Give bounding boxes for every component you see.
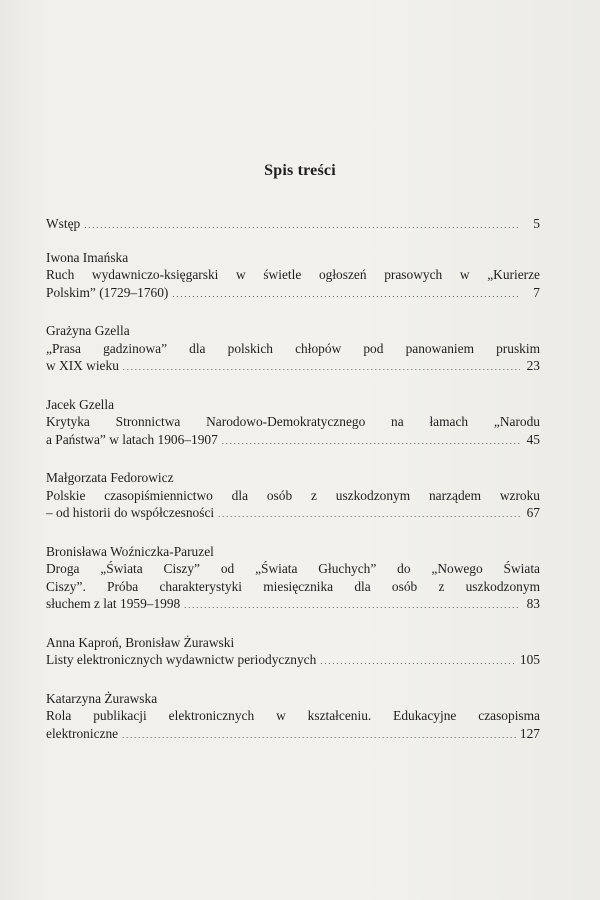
toc-author: Iwona Imańska [46,249,129,265]
page-number: 83 [526,596,540,611]
toc-title-line: Rola publikacji elektronicznych w kształceniu. Edukacyjne czasopisma [46,708,540,723]
toc-title-line: Krytyka Stronnictwa Narodowo-Demokratycznego na łamach „Narodu [46,414,540,429]
toc-title-text: Wstęp [46,216,81,231]
page-number: 45 [526,431,540,447]
toc-entry [46,690,540,745]
page-number: 105 [519,652,540,667]
toc-title-text: – od historii do współczesności [46,505,215,520]
toc-entry [46,322,540,377]
toc-title-text: elektroniczne [46,725,119,741]
toc-title-final-line [46,431,540,451]
toc-title-text: w XIX wieku [46,358,119,373]
page-number: 7 [533,284,540,300]
dot-leader [320,651,516,671]
page-number: 5 [533,216,540,231]
toc-title-line: Droga „Świata Ciszy” od „Świata Głuchych” do „Nowego Świata [46,561,540,576]
dot-leader [218,504,520,524]
toc-title-text: a Państwa” w latach 1906–1907 [46,431,218,447]
toc-title-line: „Prasa gadzinowa” dla polskich chłopów pod panowaniem pruskim [46,340,540,356]
toc-title-final-line [46,595,540,615]
toc-title-final-line [46,357,540,377]
toc-title-text: słuchem z lat 1959–1998 [46,596,181,611]
toc-title-line: Ciszy”. Próba charakterystyki miesięcznika dla osób z uszkodzonym [46,578,540,594]
toc-entry [46,396,540,451]
toc-author: Katarzyna Żurawska [46,690,158,706]
dot-leader [84,215,520,235]
page-number: 127 [519,725,540,741]
toc-title-text: Listy elektronicznych wydawnictw periodycznych [46,652,317,667]
table-of-contents [46,215,540,763]
toc-author: Małgorzata Fedorowicz [46,470,174,485]
toc-title-final-line [46,215,540,235]
toc-title-line: Ruch wydawniczo-księgarski w świetle ogłoszeń prasowych w „Kurierze [46,267,540,282]
toc-author: Anna Kaproń, Bronisław Żurawski [46,634,235,650]
toc-title-line: Polskie czasopiśmiennictwo dla osób z uszkodzonym narządem wzroku [46,487,540,503]
page-number: 67 [526,505,540,520]
toc-author: Grażyna Gzella [46,323,130,338]
toc-title-final-line [46,284,540,304]
toc-entry [46,634,540,671]
toc-author: Bronisława Woźniczka-Paruzel [46,543,214,559]
page-title: Spis treści [264,162,336,179]
toc-entry [46,249,540,304]
toc-title-final-line [46,725,540,745]
toc-title-text: Polskim” (1729–1760) [46,284,169,300]
toc-title-final-line [46,651,540,671]
toc-author: Jacek Gzella [46,396,115,412]
toc-entry [46,543,540,615]
dot-leader [172,284,520,304]
dot-leader [123,357,520,377]
dot-leader [184,595,520,615]
page-number: 23 [526,358,540,373]
dot-leader [222,431,520,451]
toc-entry [46,215,540,235]
dot-leader [122,725,516,745]
toc-title-final-line [46,504,540,524]
toc-entry [46,469,540,524]
